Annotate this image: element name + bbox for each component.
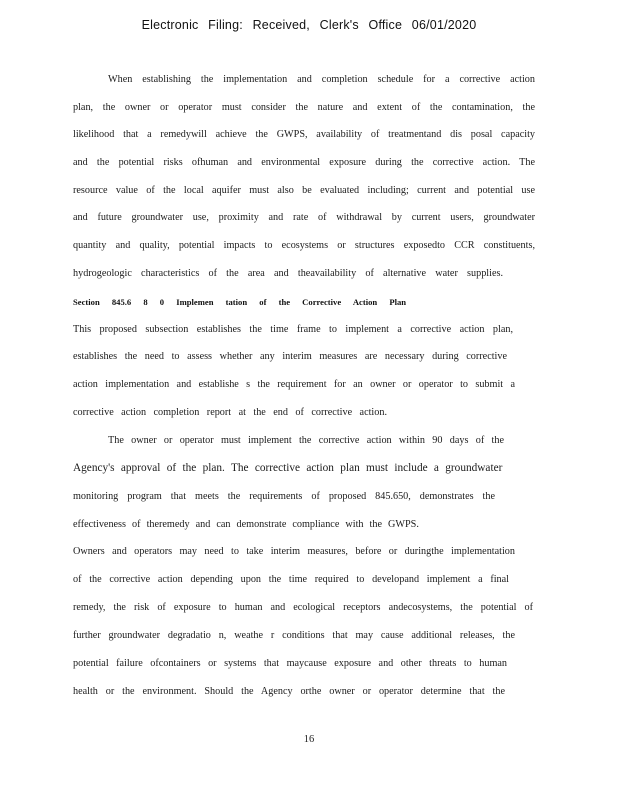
body-line: effectiveness of theremedy and can demonstrate compliance with the GWPS. xyxy=(73,519,419,530)
body-line: resource value of the local aquifer must also be evaluated including; current and potential use xyxy=(73,185,535,196)
body-line: This proposed subsection establishes the time frame to implement a corrective action plan, xyxy=(73,324,513,335)
body-line: and future groundwater use, proximity and rate of withdrawal by current users, groundwater xyxy=(73,212,535,223)
body-line: of the corrective action depending upon the time required to developand implement a final xyxy=(73,574,509,585)
body-line: quantity and quality, potential impacts to ecosystems or structures exposedto CCR constituents, xyxy=(73,240,535,251)
body-line: establishes the need to assess whether any interim measures are necessary during corrective xyxy=(73,351,507,362)
section-heading: Section 845.6 8 0 Implemen tation of the Corrective Action Plan xyxy=(73,297,407,307)
body-line: further groundwater degradatio n, weathe r conditions that may cause additional releases, the xyxy=(73,630,515,641)
body-line: health or the environment. Should the Agency orthe owner or operator determine that the xyxy=(73,686,505,697)
body-line: When establishing the implementation and completion schedule for a corrective action xyxy=(108,74,535,85)
electronic-filing-header: Electronic Filing: Received, Clerk's Office 06/01/2020 xyxy=(141,18,477,32)
body-line: monitoring program that meets the requirements of proposed 845.650, demonstrates the xyxy=(73,491,495,502)
body-line: Owners and operators may need to take interim measures, before or duringthe implementation xyxy=(73,546,515,557)
body-line: remedy, the risk of exposure to human and ecological receptors andecosystems, the potential of xyxy=(73,602,533,613)
body-line: action implementation and establishe s the requirement for an owner or operator to submit a xyxy=(73,379,515,390)
body-line: The owner or operator must implement the corrective action within 90 days of the xyxy=(108,435,504,446)
body-line: and the potential risks ofhuman and environmental exposure during the corrective action. The xyxy=(73,157,535,168)
body-line: plan, the owner or operator must consider the nature and extent of the contamination, the xyxy=(73,102,535,113)
body-line: likelihood that a remedywill achieve the GWPS, availability of treatmentand dis posal capacity xyxy=(73,129,535,140)
page-number: 16 xyxy=(303,734,315,745)
body-line: hydrogeologic characteristics of the area and theavailability of alternative water supplies. xyxy=(73,268,503,279)
body-line: Agency's approval of the plan. The corrective action plan must include a groundwater xyxy=(73,462,503,474)
body-line: potential failure ofcontainers or systems that maycause exposure and other threats to human xyxy=(73,658,507,669)
body-line: corrective action completion report at the end of corrective action. xyxy=(73,407,387,418)
